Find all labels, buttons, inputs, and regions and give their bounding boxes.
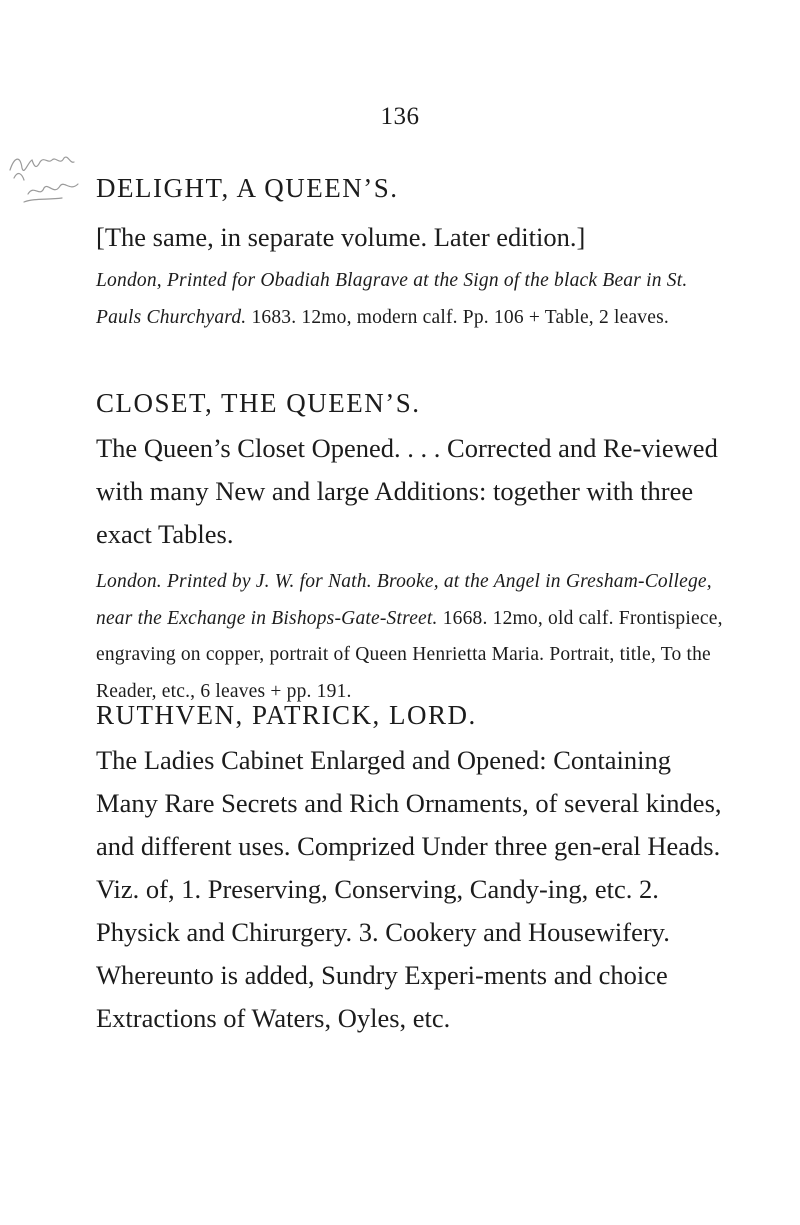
entry-queens-delight: [96, 170, 724, 336]
imprint-details: 1683. 12mo, modern calf. Pp. 106 + Table, 2 leaves.: [251, 306, 669, 328]
entry-queens-closet: [96, 385, 724, 710]
entry-title: The Queen’s Closet Opened. . . . Corrected and Re-viewed with many New and large Additions: together with three exact Tables.: [96, 433, 718, 549]
entry-imprint: [96, 564, 724, 710]
imprint-place-publisher: London, Printed for Obadiah Blagrave at the Sign of the black Bear in St. Pauls Churchyard.: [96, 270, 688, 328]
imprint-place-publisher: London. Printed by J. W. for Nath. Brooke, at the Angel in Gresham-College, near the Exchange in Bishops-Gate-Street.: [96, 571, 712, 629]
entry-heading: CLOSET, THE QUEEN’S.: [96, 388, 421, 418]
entry-heading: DELIGHT, A QUEEN’S.: [96, 173, 399, 203]
entry-ruthven: [96, 697, 724, 1040]
entry-imprint: [96, 263, 724, 336]
entry-title: [The same, in separate volume. Later edition.]: [96, 222, 586, 252]
entry-title: The Ladies Cabinet Enlarged and Opened: Containing Many Rare Secrets and Rich Ornaments, of several kindes, and different uses. Comprized Under three gen-eral Heads. Viz. of, 1. Preserving, Conserving, Candy-ing, etc. 2. Physick and Chirurgery. 3. Cookery and Housewifery. Whereunto is added, Sundry Experi-ments and choice Extractions of Waters, Oyles, etc.: [96, 745, 722, 1033]
page-number: 136: [380, 103, 420, 130]
pencil-annotation: [4, 140, 96, 210]
entry-heading: RUTHVEN, PATRICK, LORD.: [96, 700, 477, 730]
imprint-details: 1668. 12mo, old calf. Frontispiece, engraving on copper, portrait of Queen Henrietta Maria. Portrait, title, To the Reader, etc., 6 leaves + pp. 191.: [96, 607, 723, 702]
